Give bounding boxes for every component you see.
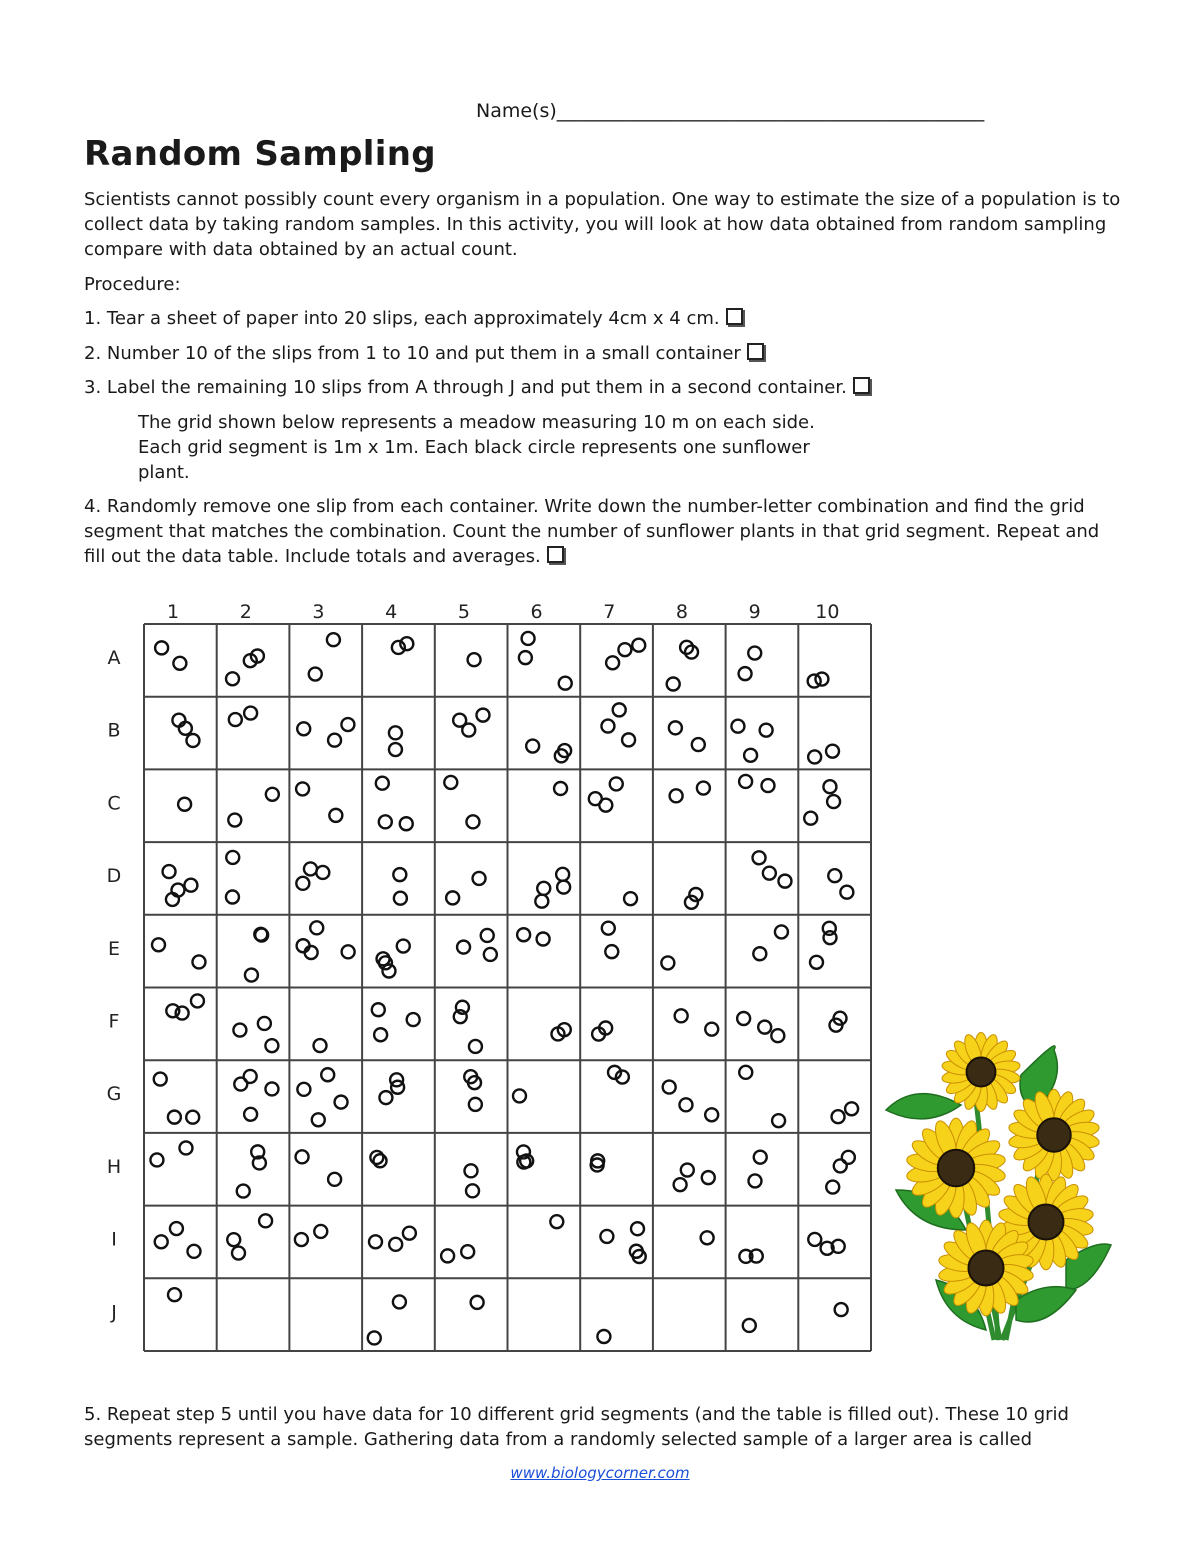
sunflower-plant-marker	[444, 776, 457, 789]
sunflower-plant-marker	[461, 1245, 474, 1258]
sunflower-plant-marker	[397, 940, 410, 953]
sunflower-plant-marker	[597, 1330, 610, 1343]
sunflower-plant-marker	[557, 881, 570, 894]
sunflower-plant-marker	[389, 726, 402, 739]
sunflower-plant-marker	[312, 1113, 325, 1126]
sunflower-plant-marker	[296, 782, 309, 795]
sunflower-plant-marker	[535, 895, 548, 908]
sunflower-plant-marker	[670, 789, 683, 802]
sunflower-plant-marker	[606, 656, 619, 669]
sunflower-plant-marker	[758, 1021, 771, 1034]
sunflower-plant-marker	[481, 929, 494, 942]
sunflower-plant-marker	[374, 1154, 387, 1167]
sunflower-plant-marker	[632, 639, 645, 652]
sunflower-plant-marker	[227, 1233, 240, 1246]
sunflower-plant-marker	[464, 1164, 477, 1177]
sunflower-plant-marker	[828, 869, 841, 882]
step-3-text: 3. Label the remaining 10 slips from A through J and put them in a second container.	[84, 377, 847, 398]
sunflower-plant-marker	[228, 814, 241, 827]
sunflower-plant-marker	[760, 724, 773, 737]
sunflower-plant-marker	[631, 1222, 644, 1235]
sunflower-plant-marker	[845, 1102, 858, 1115]
sunflower-plant-marker	[669, 721, 682, 734]
sunflower-plant-marker	[559, 677, 572, 690]
sunflower-plant-marker	[163, 865, 176, 878]
sunflower-plant-marker	[602, 922, 615, 935]
sunflower-plant-marker	[244, 707, 257, 720]
sunflower-plant-marker	[226, 891, 239, 904]
grid-layer	[107, 601, 871, 1351]
sunflower-plant-marker	[245, 969, 258, 982]
sunflower-plant-marker	[466, 1184, 479, 1197]
sunflower-plant-marker	[469, 1098, 482, 1111]
sunflower-plant-marker	[191, 994, 204, 1007]
step-4	[84, 494, 1124, 569]
step-2	[84, 341, 1124, 366]
sunflower-plant-marker	[484, 948, 497, 961]
sunflower-plant-marker	[265, 1082, 278, 1095]
sunflower-plant-marker	[258, 1017, 271, 1030]
sunflower-plant-marker	[661, 956, 674, 969]
sunflower-plant-marker	[155, 641, 168, 654]
sunflower-plant-marker	[389, 743, 402, 756]
sunflower-plant-marker	[826, 745, 839, 758]
sunflower-plant-marker	[815, 673, 828, 686]
sunflower-plant-marker	[775, 925, 788, 938]
sunflower-plant-marker	[697, 782, 710, 795]
sunflower-plant-marker	[705, 1108, 718, 1121]
sunflower-plant-marker	[601, 720, 614, 733]
sunflower-plant-marker	[749, 1174, 762, 1187]
procedure-label: Procedure:	[84, 274, 181, 295]
sunflower-plant-marker	[244, 1108, 257, 1121]
sunflower-plant-marker	[832, 1110, 845, 1123]
sunflower-head	[1008, 1089, 1101, 1181]
sunflower-plant-marker	[341, 718, 354, 731]
sunflower-plant-marker	[265, 1039, 278, 1052]
sunflower-plant-marker	[379, 956, 392, 969]
sunflower-plant-marker	[186, 1111, 199, 1124]
sunflower-plant-marker	[441, 1249, 454, 1262]
intro-paragraph: Scientists cannot possibly count every organism in a population. One way to estimate the size of a population is to collect data by taking random samples. In this activity, you will look at how data obtained from random sampling compare with data obtained by an actual count.	[84, 189, 1121, 260]
meadow-grid	[0, 590, 880, 1360]
sunflower-plant-marker	[743, 1319, 756, 1332]
grid-column-label: 7	[603, 601, 616, 623]
sunflower-plant-marker	[778, 875, 791, 888]
sunflower-plant-marker	[310, 921, 323, 934]
sunflower-plant-marker	[761, 779, 774, 792]
sunflower-plant-marker	[295, 1233, 308, 1246]
sunflower-plant-marker	[237, 1185, 250, 1198]
sunflower-plant-marker	[296, 1150, 309, 1163]
sunflower-plant-marker	[226, 851, 239, 864]
sunflower-plant-marker	[150, 1153, 163, 1166]
sunflower-plant-marker	[624, 892, 637, 905]
sunflower-plant-marker	[667, 677, 680, 690]
sunflower-plant-marker	[296, 877, 309, 890]
name-field-label: Name(s)_____________________________________________	[476, 100, 985, 122]
sunflower-plant-marker	[537, 933, 550, 946]
sunflower-plant-marker	[471, 1296, 484, 1309]
step-1-text: 1. Tear a sheet of paper into 20 slips, each approximately 4cm x 4 cm.	[84, 308, 720, 329]
sunflower-plant-marker	[327, 633, 340, 646]
sunflower-plant-marker	[372, 1003, 385, 1016]
sunflower-plant-marker	[526, 740, 539, 753]
sunflower-plant-marker	[394, 892, 407, 905]
sunflower-plant-marker	[771, 1029, 784, 1042]
sunflower-plant-marker	[393, 868, 406, 881]
grid-column-label: 1	[167, 601, 180, 623]
page-title: Random Sampling	[84, 134, 436, 174]
sunflower-plant-marker	[393, 1295, 406, 1308]
step-3	[84, 375, 1124, 400]
grid-row-label: D	[106, 865, 122, 888]
sunflower-plant-marker	[701, 1231, 714, 1244]
sunflower-plant-marker	[403, 1227, 416, 1240]
sunflower-plant-marker	[379, 815, 392, 828]
sunflower-plant-marker	[681, 1164, 694, 1177]
sunflower-plant-marker	[304, 862, 317, 875]
sunflower-plant-marker	[369, 1235, 382, 1248]
sunflower-plant-marker	[476, 709, 489, 722]
sunflower-plant-marker	[187, 1245, 200, 1258]
sunflower-plant-marker	[469, 1040, 482, 1053]
sunflower-plant-marker	[610, 777, 623, 790]
sunflower-plant-marker	[705, 1023, 718, 1036]
sunflower-plant-marker	[314, 1225, 327, 1238]
step-1	[84, 306, 1124, 331]
sunflower-plant-marker	[154, 1073, 167, 1086]
step-4-text: 4. Randomly remove one slip from each container. Write down the number-letter combination and find the grid segment that matches the combination. Count the number of sunflower plants in that grid segment. Repeat and fill out the data table. Include totals and averages.	[84, 496, 1100, 567]
sunflower-plant-marker	[466, 815, 479, 828]
sunflower-plant-marker	[753, 947, 766, 960]
sunflower-plant-marker	[613, 703, 626, 716]
sunflower-plant-marker	[834, 1159, 847, 1172]
footer	[0, 1464, 1200, 1482]
grid-column-label: 3	[312, 601, 325, 623]
sunflower-plant-marker	[370, 1151, 383, 1164]
sunflower-plant-marker	[519, 651, 532, 664]
sunflower-plant-marker	[389, 1238, 402, 1251]
sunflower-plant-marker	[554, 782, 567, 795]
sunflower-plant-marker	[772, 1114, 785, 1127]
sunflower-plant-marker	[309, 668, 322, 681]
sunflower-plant-marker	[754, 1151, 767, 1164]
sunflower-plant-marker	[823, 922, 836, 935]
sunflower-plant-marker	[550, 1215, 563, 1228]
grid-row-label: H	[106, 1155, 122, 1178]
sunflower-plant-marker	[368, 1331, 381, 1344]
sunflower-plant-marker	[468, 653, 481, 666]
sunflower-plant-marker	[808, 750, 821, 763]
sunflower-plant-marker	[342, 945, 355, 958]
sunflower-plant-marker	[739, 775, 752, 788]
sunflower-plant-marker	[329, 809, 342, 822]
sunflower-plant-marker	[457, 941, 470, 954]
grid-column-label: 6	[530, 601, 543, 623]
sunflower-plant-marker	[170, 1222, 183, 1235]
sunflower-plant-marker	[400, 817, 413, 830]
sunflower-plant-marker	[835, 1303, 848, 1316]
checkbox-step-2[interactable]	[747, 343, 764, 360]
sunflower-plant-marker	[226, 672, 239, 685]
sunflower-plant-marker	[605, 945, 618, 958]
grid-column-label: 9	[748, 601, 761, 623]
checkbox-step-3[interactable]	[853, 377, 870, 394]
sunflower-plant-marker	[335, 1096, 348, 1109]
sunflower-plant-marker	[186, 734, 199, 747]
sunflower-plant-marker	[804, 812, 817, 825]
grid-row-label: C	[107, 792, 121, 815]
sunflower-plant-marker	[321, 1068, 334, 1081]
sunflower-plant-marker	[168, 1288, 181, 1301]
sunflower-plant-marker	[266, 788, 279, 801]
sunflower-plant-marker	[702, 1171, 715, 1184]
sunflower-plant-marker	[748, 647, 761, 660]
sunflower-plant-marker	[446, 891, 459, 904]
sunflower-plant-marker	[328, 1173, 341, 1186]
sunflower-plant-marker	[233, 1024, 246, 1037]
step-2-text: 2. Number 10 of the slips from 1 to 10 and put them in a small container	[84, 343, 741, 364]
sunflower-plant-marker	[663, 1081, 676, 1094]
sunflower-plant-marker	[173, 657, 186, 670]
sunflower-plant-marker	[810, 956, 823, 969]
sunflower-plant-marker	[382, 965, 395, 978]
sunflower-plant-marker	[744, 749, 757, 762]
sunflower-plant-marker	[379, 1091, 392, 1104]
sunflower-plant-marker	[179, 1141, 192, 1154]
sunflower-plant-marker	[622, 733, 635, 746]
sunflower-plant-marker	[328, 734, 341, 747]
sunflower-plant-marker	[618, 643, 631, 656]
sunflower-plant-marker	[297, 722, 310, 735]
sunflower-plant-marker	[589, 792, 602, 805]
sunflower-plant-marker	[826, 1181, 839, 1194]
sunflower-plant-marker	[407, 1013, 420, 1026]
footer-link[interactable]: www.biologycorner.com	[510, 1464, 690, 1482]
sunflower-plant-marker	[763, 867, 776, 880]
sunflower-plant-marker	[522, 632, 535, 645]
sunflower-plant-marker	[168, 1111, 181, 1124]
sunflower-plant-marker	[808, 1233, 821, 1246]
sunflower-plant-marker	[692, 738, 705, 751]
checkbox-step-1[interactable]	[726, 308, 743, 325]
sunflower-plant-marker	[314, 1039, 327, 1052]
sunflower-plant-marker	[453, 714, 466, 727]
sunflower-plant-marker	[737, 1012, 750, 1025]
grid-row-label: B	[107, 719, 121, 742]
sunflower-plant-marker	[473, 872, 486, 885]
sunflower-plant-marker	[517, 928, 530, 941]
sunflower-plant-marker	[192, 955, 205, 968]
grid-column-label: 5	[457, 601, 470, 623]
sunflower-plant-marker	[155, 1235, 168, 1248]
sunflower-plant-marker	[600, 1230, 613, 1243]
sunflower-plant-marker	[537, 882, 550, 895]
sunflower-plant-marker	[178, 798, 191, 811]
grid-row-label: A	[107, 646, 121, 669]
sunflower-plant-marker	[513, 1089, 526, 1102]
sunflower-plant-marker	[731, 720, 744, 733]
sunflower-plant-marker	[753, 851, 766, 864]
sunflower-plant-marker	[840, 886, 853, 899]
sunflower-plant-marker	[827, 795, 840, 808]
sunflower-plant-marker	[679, 1098, 692, 1111]
grid-row-label: J	[111, 1301, 117, 1324]
sunflower-plant-marker	[259, 1214, 272, 1227]
grid-row-label: F	[108, 1010, 120, 1033]
grid-row-label: G	[106, 1083, 122, 1106]
sunflower-plant-marker	[674, 1178, 687, 1191]
grid-row-label: I	[111, 1228, 117, 1251]
grid-description: The grid shown below represents a meadow measuring 10 m on each side. Each grid segment is 1m x 1m. Each black circle represents one sunflower plant.	[138, 412, 815, 483]
grid-column-label: 4	[385, 601, 398, 623]
grid-column-label: 8	[675, 601, 689, 623]
sunflower-plant-marker	[739, 667, 752, 680]
sunflower-illustration	[876, 1030, 1126, 1350]
grid-column-label: 2	[239, 601, 252, 623]
sunflower-head	[941, 1032, 1021, 1111]
sunflower-plant-marker	[184, 879, 197, 892]
sunflower-plant-marker	[739, 1066, 752, 1079]
sunflower-plant-marker	[374, 1028, 387, 1041]
checkbox-step-4[interactable]	[547, 546, 564, 563]
sunflower-plant-marker	[823, 780, 836, 793]
sunflower-plant-marker	[316, 866, 329, 879]
grid-column-label: 10	[815, 601, 840, 623]
step-5: 5. Repeat step 5 until you have data for 10 different grid segments (and the table is filled out). These 10 grid segments represent a sample. Gathering data from a randomly selected sample of a larger area is called	[84, 1404, 1069, 1450]
sunflower-plant-marker	[297, 1083, 310, 1096]
sunflower-plant-marker	[229, 713, 242, 726]
sunflower-plant-marker	[556, 868, 569, 881]
sunflower-plant-marker	[376, 777, 389, 790]
sunflower-plant-marker	[234, 1078, 247, 1091]
sunflower-plant-marker	[675, 1009, 688, 1022]
sunflower-plant-marker	[232, 1247, 245, 1260]
sunflower-plant-marker	[152, 938, 165, 951]
grid-row-label: E	[107, 937, 121, 960]
